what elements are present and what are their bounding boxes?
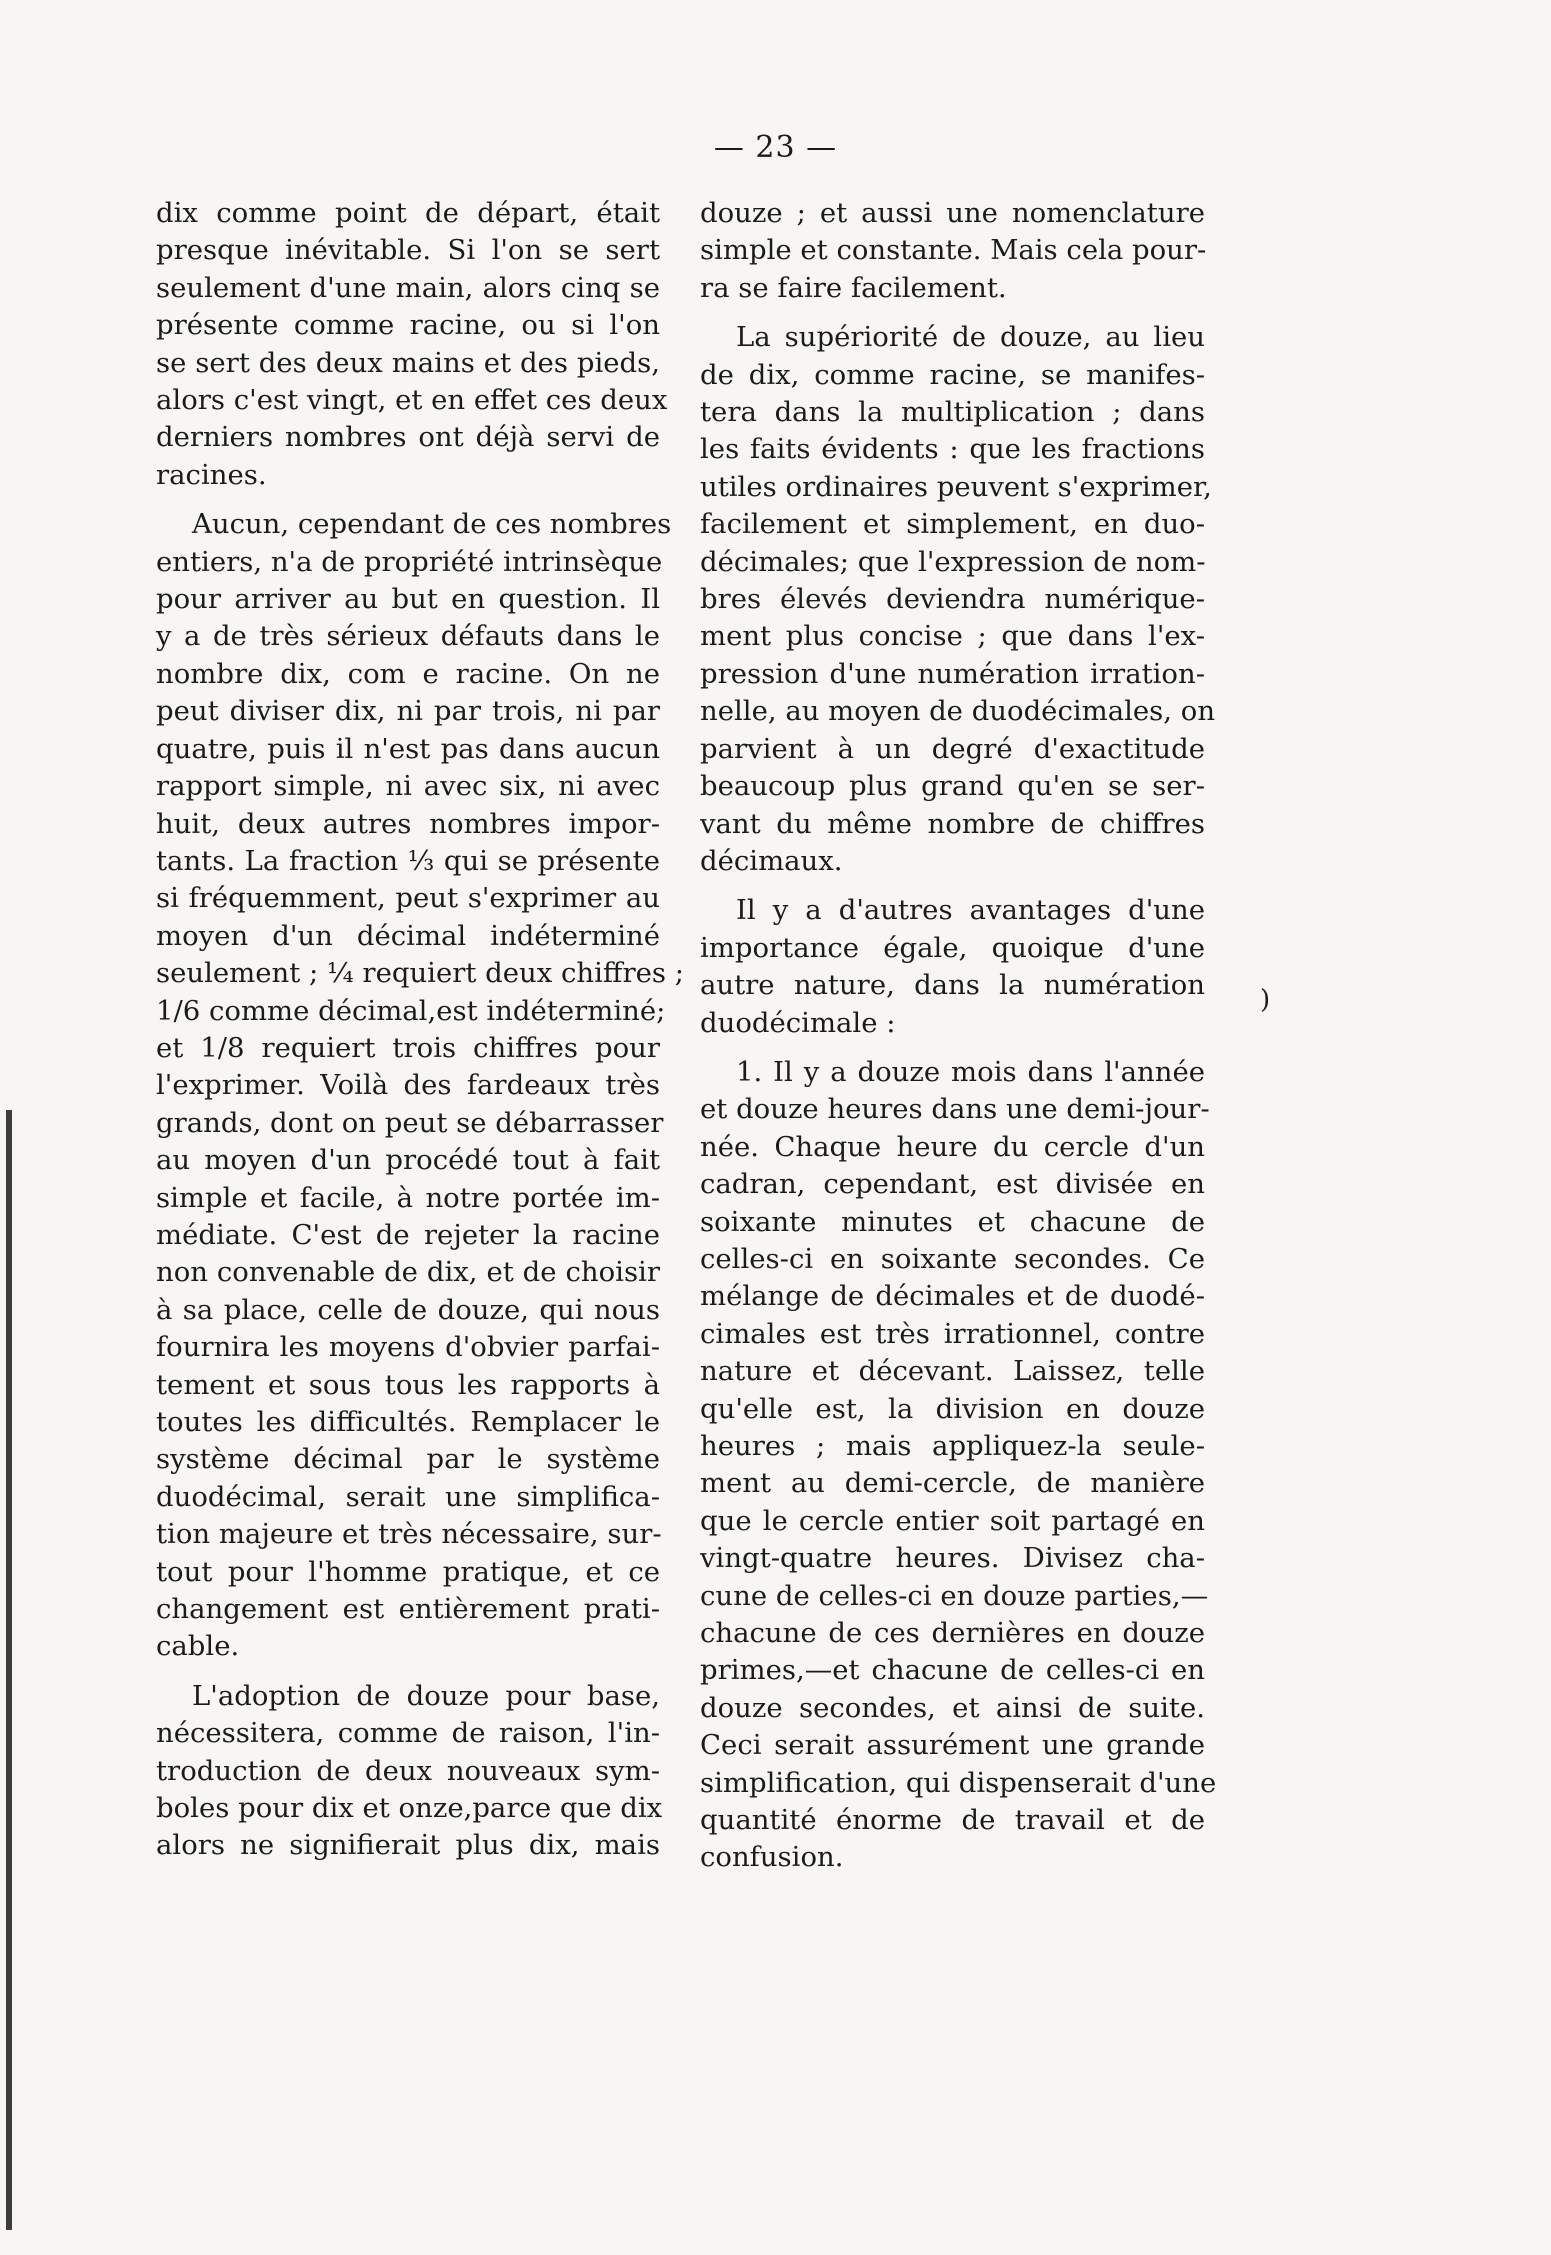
text-line: que le cercle entier soit partagé en — [700, 1504, 1205, 1537]
text-line: ment plus concise ; que dans l'ex- — [700, 620, 1205, 653]
text-line: et douze heures dans une demi-jour- — [700, 1093, 1210, 1126]
text-line: tion majeure et très nécessaire, sur- — [156, 1518, 662, 1551]
text-line: cimales est très irrationnel, contre — [700, 1317, 1205, 1350]
text-line: utiles ordinaires peuvent s'exprimer, — [700, 470, 1212, 503]
text-line: tement et sous tous les rapports à — [156, 1368, 660, 1401]
text-line: cune de celles-ci en douze parties,— — [700, 1579, 1209, 1612]
text-line: ment au demi-cercle, de manière — [700, 1467, 1205, 1500]
text-line: confusion. — [700, 1841, 844, 1874]
text-line: Il y a d'autres avantages d'une — [736, 894, 1205, 927]
text-line: seulement d'une main, alors cinq se — [156, 271, 660, 304]
text-line: moyen d'un décimal indéterminé — [156, 919, 660, 952]
text-line: de dix, comme racine, se manifes- — [700, 358, 1205, 391]
text-line: quantité énorme de travail et de — [700, 1804, 1205, 1837]
text-line: La supériorité de douze, au lieu — [736, 321, 1205, 354]
text-line: à sa place, celle de douze, qui nous — [156, 1293, 660, 1326]
text-line: quatre, puis il n'est pas dans aucun — [156, 732, 660, 765]
text-line: changement est entièrement prati- — [156, 1593, 660, 1626]
text-line: cable. — [156, 1630, 240, 1663]
text-line: beaucoup plus grand qu'en se ser- — [700, 770, 1205, 803]
text-line: simple et facile, à notre portée im- — [156, 1181, 660, 1214]
text-line: Ceci serait assurément une grande — [700, 1729, 1205, 1762]
text-line: non convenable de dix, et de choisir — [156, 1256, 660, 1289]
text-line: système décimal par le système — [156, 1443, 660, 1476]
margin-mark: ) — [1260, 985, 1271, 1015]
text-line: peut diviser dix, ni par trois, ni par — [156, 695, 660, 728]
text-line: duodécimal, serait une simplifica- — [156, 1480, 660, 1513]
text-line: pression d'une numération irration- — [700, 657, 1205, 690]
text-line: entiers, n'a de propriété intrinsèque — [156, 545, 663, 578]
text-line: décimales; que l'expression de nom- — [700, 545, 1206, 578]
text-line: derniers nombres ont déjà servi de — [156, 421, 660, 454]
text-line: l'exprimer. Voilà des fardeaux très — [156, 1069, 660, 1102]
text-line: tout pour l'homme pratique, et ce — [156, 1555, 660, 1588]
text-line: y a de très sérieux défauts dans le — [156, 620, 660, 653]
paragraph-gap — [700, 880, 1205, 892]
text-line: née. Chaque heure du cercle d'un — [700, 1130, 1205, 1163]
text-line: presque inévitable. Si l'on se sert — [156, 234, 660, 267]
text-line: huit, deux autres nombres impor- — [156, 807, 660, 840]
text-line: importance égale, quoique d'une — [700, 931, 1205, 964]
text-line: autre nature, dans la numération — [700, 969, 1205, 1002]
paragraph-gap — [700, 307, 1205, 319]
text-line: nelle, au moyen de duodécimales, on — [700, 695, 1216, 728]
page-number: — 23 — — [713, 130, 838, 165]
text-line: duodécimale : — [700, 1006, 896, 1039]
text-line: si fréquemment, peut s'exprimer au — [156, 882, 660, 915]
text-line: médiate. C'est de rejeter la racine — [156, 1218, 660, 1251]
paragraph-gap — [156, 494, 660, 506]
text-line: pour arriver au but en question. Il — [156, 583, 660, 616]
text-line: L'adoption de douze pour base, — [192, 1679, 660, 1712]
text-line: cadran, cependant, est divisée en — [700, 1168, 1205, 1201]
paragraph-gap — [156, 1666, 660, 1678]
text-line: et 1/8 requiert trois chiffres pour — [156, 1031, 660, 1064]
text-line: dix comme point de départ, était — [156, 197, 660, 229]
text-line: alors c'est vingt, et en effet ces deux — [156, 384, 668, 417]
text-line: mélange de décimales et de duodé- — [700, 1280, 1205, 1313]
text-line: nombre dix, com e racine. On ne — [156, 657, 660, 690]
text-line: bres élevés deviendra numérique- — [700, 583, 1205, 616]
text-line: décimaux. — [700, 844, 843, 877]
text-column-right — [700, 195, 1217, 1877]
text-line: chacune de ces dernières en douze — [700, 1617, 1205, 1650]
text-line: fournira les moyens d'obvier parfai- — [156, 1331, 660, 1364]
text-line: nécessitera, comme de raison, l'in- — [156, 1717, 660, 1750]
text-line: racines. — [156, 458, 267, 491]
text-line: heures ; mais appliquez-la seule- — [700, 1430, 1205, 1462]
text-line: 1/6 comme décimal,est indéterminé; — [156, 994, 666, 1027]
text-line: douze secondes, et ainsi de suite. — [700, 1691, 1205, 1724]
text-line: tants. La fraction ⅓ qui se présente — [156, 844, 660, 877]
text-line: toutes les difficultés. Remplacer le — [156, 1406, 660, 1438]
text-line: tera dans la multiplication ; dans — [700, 396, 1205, 429]
text-line: seulement ; ¼ requiert deux chiffres ; — [156, 957, 684, 990]
binding-edge-shadow — [6, 1110, 12, 2230]
text-line: simplification, qui dispenserait d'une — [700, 1766, 1217, 1799]
text-line: celles-ci en soixante secondes. Ce — [700, 1242, 1205, 1275]
text-line: parvient à un degré d'exactitude — [700, 732, 1205, 765]
text-line: boles pour dix et onze,parce que dix — [156, 1792, 663, 1825]
text-line: rapport simple, ni avec six, ni avec — [156, 770, 660, 803]
text-line: grands, dont on peut se débarrasser — [156, 1106, 664, 1139]
text-line: vingt-quatre heures. Divisez cha- — [700, 1542, 1205, 1575]
text-line: Aucun, cependant de ces nombres — [192, 508, 672, 541]
text-line: alors ne signifierait plus dix, mais — [156, 1829, 660, 1862]
text-line: primes,—et chacune de celles-ci en — [700, 1654, 1205, 1687]
text-line: au moyen d'un procédé tout à fait — [156, 1144, 660, 1177]
text-line: qu'elle est, la division en douze — [700, 1392, 1205, 1425]
text-line: simple et constante. Mais cela pour- — [700, 234, 1207, 267]
text-line: vant du même nombre de chiffres — [700, 807, 1205, 840]
text-line: soixante minutes et chacune de — [700, 1205, 1205, 1238]
paragraph-gap — [700, 1042, 1205, 1054]
text-line: douze ; et aussi une nomenclature — [700, 197, 1205, 229]
text-line: les faits évidents : que les fractions — [700, 433, 1205, 466]
text-line: troduction de deux nouveaux sym- — [156, 1754, 660, 1787]
text-column-left — [156, 195, 684, 1865]
text-line: présente comme racine, ou si l'on — [156, 309, 660, 342]
text-line: 1. Il y a douze mois dans l'année — [736, 1055, 1205, 1088]
text-line: se sert des deux mains et des pieds, — [156, 346, 660, 379]
text-line: ra se faire facilement. — [700, 271, 1007, 304]
text-line: facilement et simplement, en duo- — [700, 508, 1205, 541]
text-line: nature et décevant. Laissez, telle — [700, 1355, 1205, 1388]
